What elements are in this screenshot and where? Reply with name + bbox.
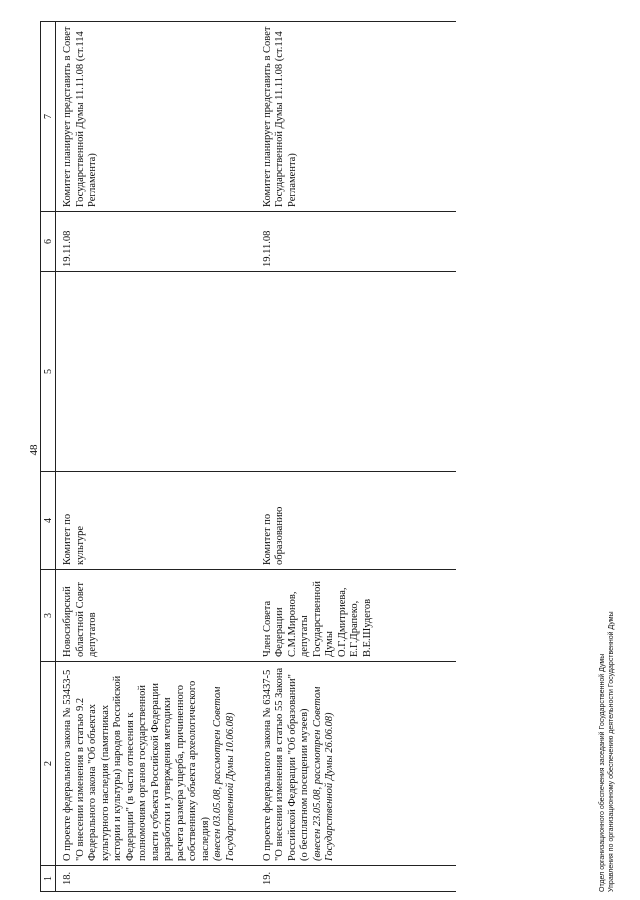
committee-cell: Комитет по образованию [256,472,456,570]
col-header-3: 3 [41,570,56,662]
initiator-cell: Новосибирский областной Совет депутатов [56,570,256,662]
footer [598,611,616,892]
footer-line-2: Управления по организационному обеспечению деятельности Государственной Думы [608,611,615,892]
footer-line-1: Отдел организационного обеспечения заседаний Государственной Думы [599,653,606,892]
row-number: 18. [56,866,256,892]
initiator-cell: Член Совета Федерации С.М.Миронов, депутаты Государственной Думы О.Г.Дмитриева, Е.Г.Драпеко, В.Е.Шудегов [256,570,456,662]
bill-title: О проекте федерального закона № 63437-5 [261,669,273,861]
bills-table [40,21,456,892]
col-header-2: 2 [41,662,56,866]
bill-description: "О внесении изменения в статью 55 Закона Российской Федерации "Об образовании" (о бесплатном посещении музеев) [274,667,310,861]
page-number: 48 [28,444,40,456]
row-number: 19. [256,866,456,892]
bill-title: О проекте федерального закона № 53453-5 [62,669,73,861]
date-cell: 19.11.08 [256,212,456,272]
bill-note: (внесен 03.05.08, рассмотрен Советом Государственной Думы 10.06.08) [212,686,236,861]
col-header-5: 5 [41,272,56,472]
table-row [256,22,456,892]
col-header-1: 1 [41,866,56,892]
bill-description: "О внесении изменения в статью 9.2 Федерального закона "Об объектах культурного наследия (памятниках истории и культуры) народов Российской Федерации" (в части отнесения к полномочиям органов государственной власти субъекта Российской Федерации разработки и утверждения методики расчета размера ущерба, причиненного собственнику объекта археологического наследия) [74,675,211,861]
committee-cell: Комитет по культуре [56,472,256,570]
table-row [56,22,256,892]
remark-cell: Комитет планирует представить в Совет Государственной Думы 11.11.08 (ст.114 Регламента) [56,22,256,212]
col5-cell [256,272,456,472]
bill-note: (внесен 23.05.08, рассмотрен Советом Государственной Думы 26.06.08) [311,686,335,861]
bill-cell [256,662,456,866]
bill-cell [56,662,256,866]
col-header-6: 6 [41,212,56,272]
col5-cell [56,272,256,472]
header-row [41,22,56,892]
remark-cell: Комитет планирует представить в Совет Государственной Думы 11.11.08 (ст.114 Регламента) [256,22,456,212]
col-header-7: 7 [41,22,56,212]
col-header-4: 4 [41,472,56,570]
date-cell: 19.11.08 [56,212,256,272]
